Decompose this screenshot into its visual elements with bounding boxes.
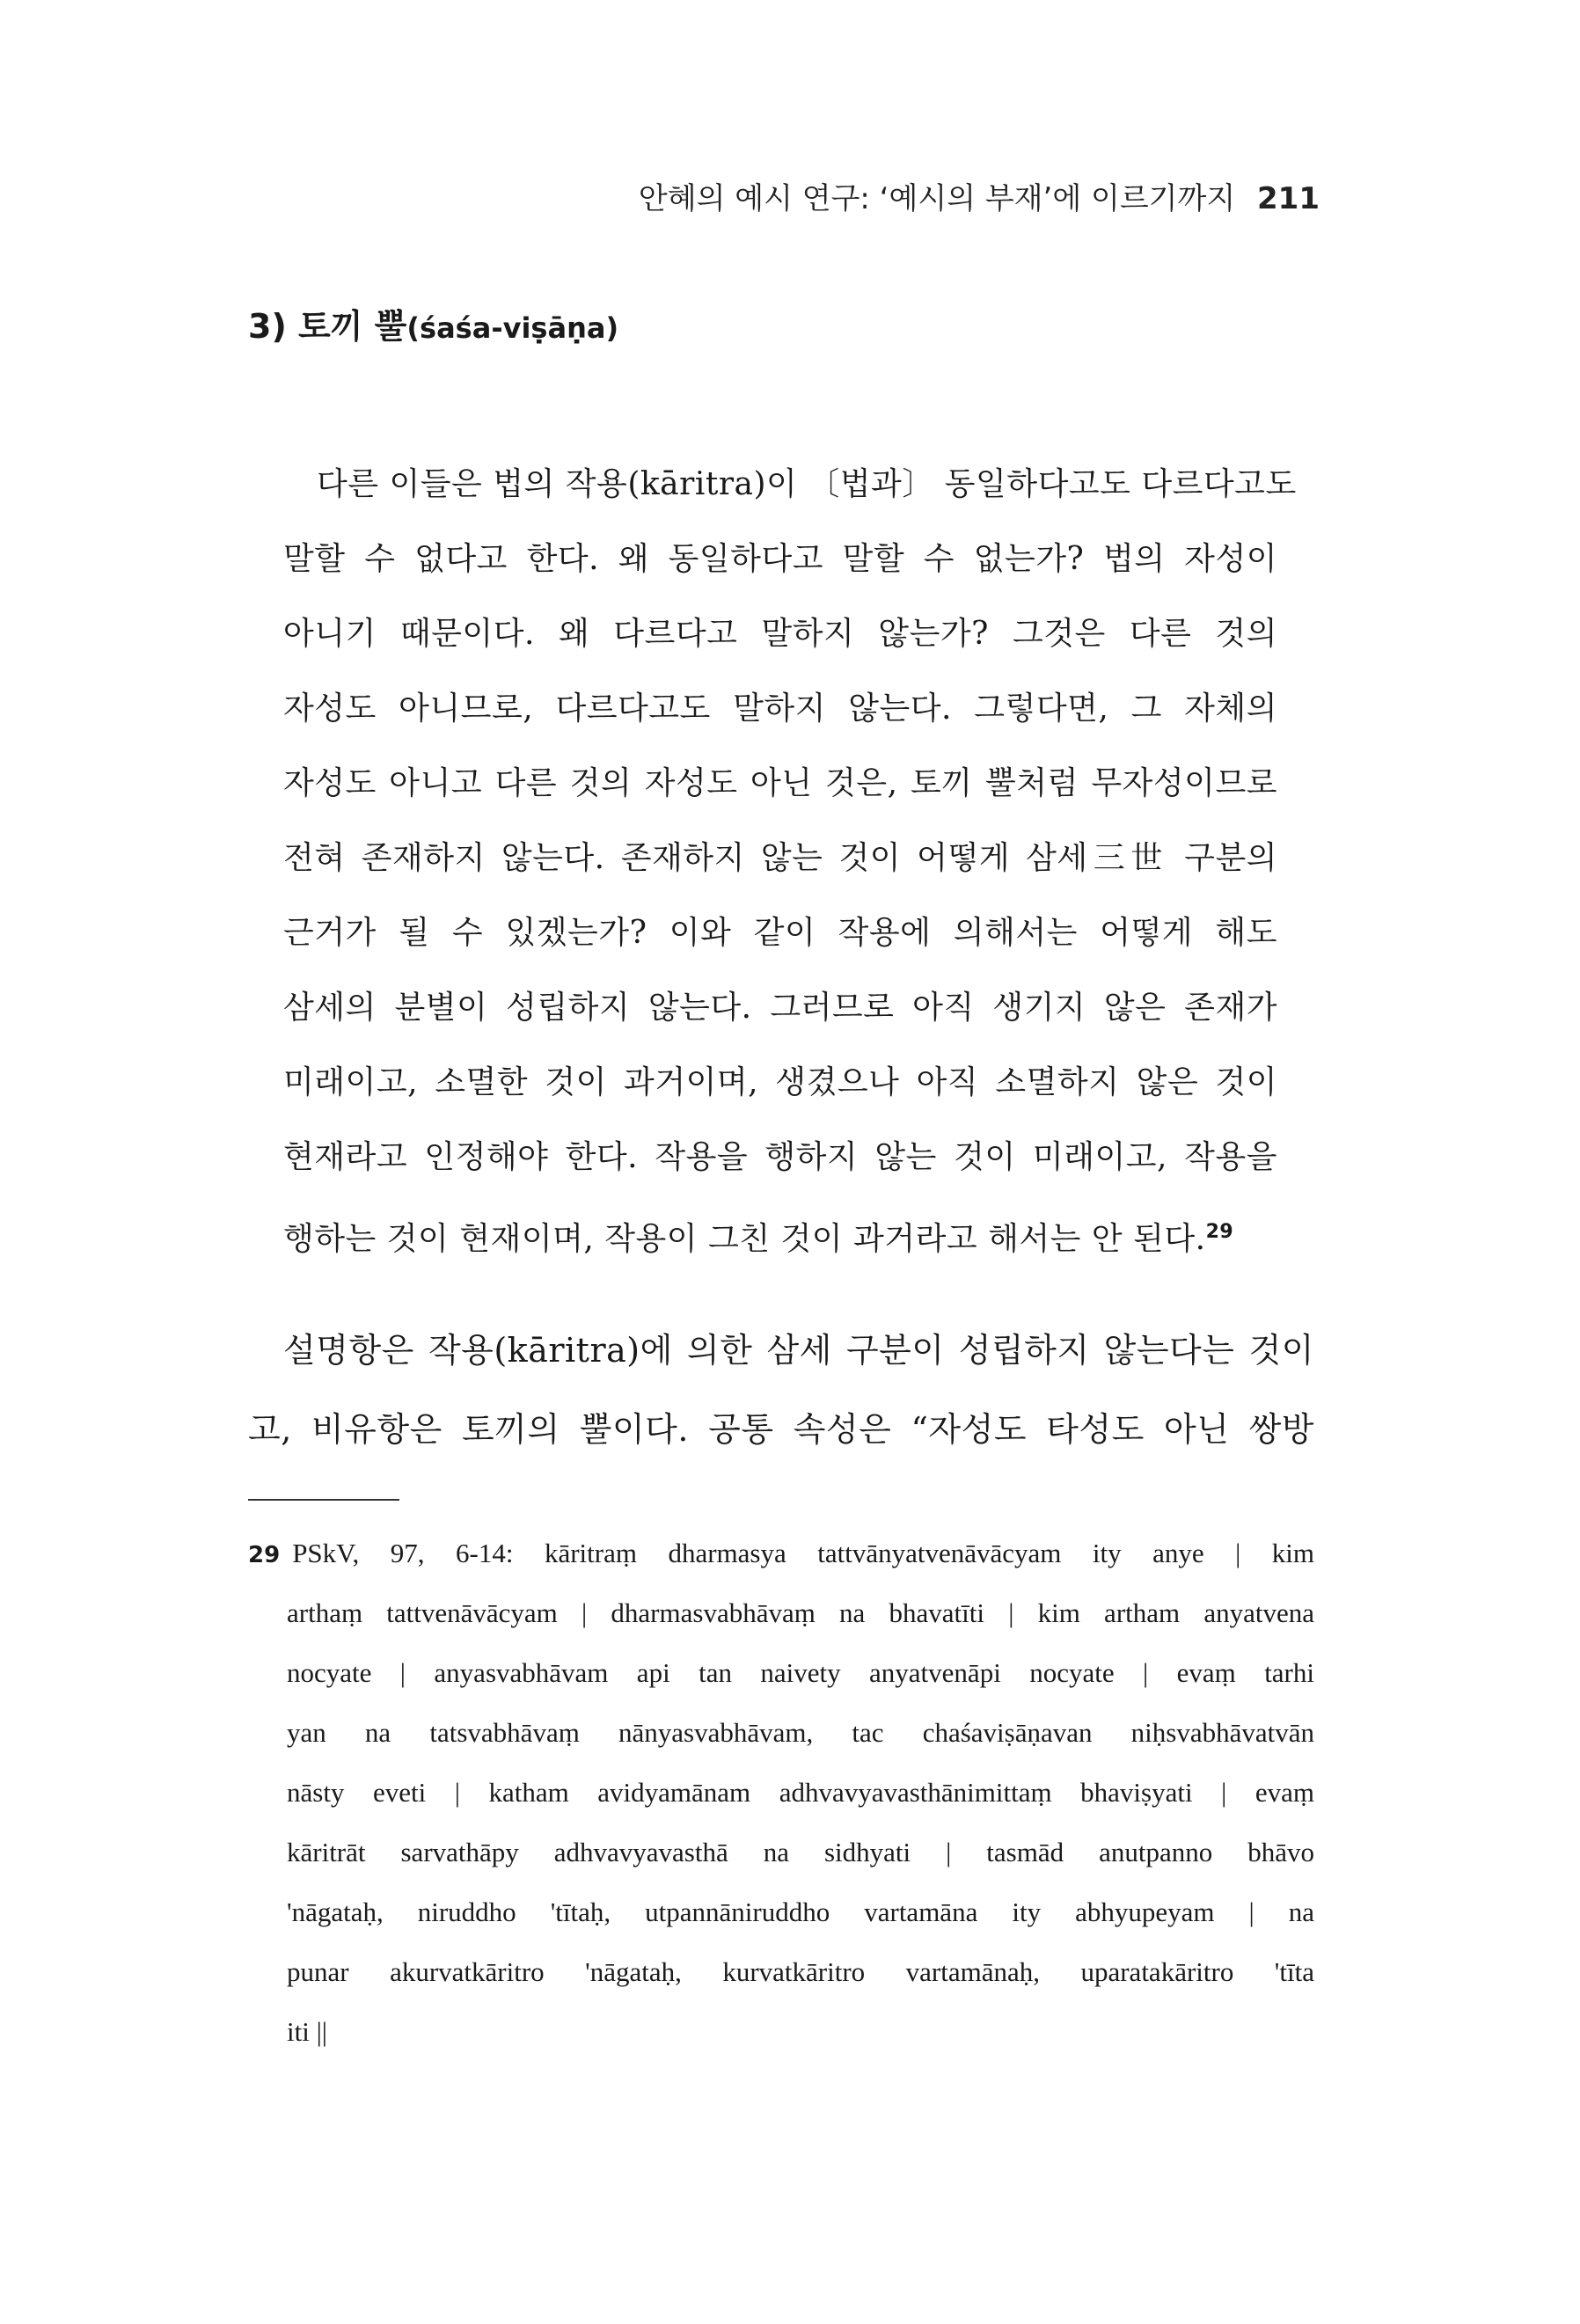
quote-line: 전혀 존재하지 않는다. 존재하지 않는 것이 어떻게 삼세三世 구분의 (283, 840, 1278, 876)
quote-block (283, 447, 1297, 1269)
footnote-line: nocyate | anyasvabhāvam api tan naivety anyatvenāpi nocyate | evaṃ tarhi (287, 1657, 1314, 1688)
quote-line: 미래이고, 소멸한 것이 과거이며, 생겼으나 아직 소멸하지 않은 것이 (283, 1064, 1277, 1100)
running-title: 안혜의 예시 연구: ‘예시의 부재’에 이르기까지 (638, 181, 1236, 216)
footnote-line: 'nāgataḥ, niruddho 'tītaḥ, utpannāniruddho vartamāna ity abhyupeyam | na (287, 1896, 1314, 1927)
body-paragraph (248, 1311, 1314, 1469)
quote-line: 자성도 아니므로, 다르다고도 말하지 않는다. 그렇다면, 그 자체의 (283, 691, 1277, 727)
footnote-text: PSkV, 97, 6-14: kāritraṃ dharmasya tattvānyatvenāvācyam ity anye | kim (292, 1538, 1314, 1568)
footnote-number: 29 (248, 1542, 281, 1568)
body-line: 설명항은 작용(kāritra)에 의한 삼세 구분이 성립하지 않는다는 것이 (283, 1331, 1314, 1370)
quote-line: 근거가 될 수 있겠는가? 이와 같이 작용에 의해서는 어떻게 해도 (283, 915, 1277, 951)
section-heading-sanskrit: (śaśa-viṣāṇa) (406, 311, 619, 345)
quote-line: 현재라고 인정해야 한다. 작용을 행하지 않는 것이 미래이고, 작용을 (283, 1139, 1277, 1175)
body-line: 고, 비유항은 토끼의 뿔이다. 공통 속성은 “자성도 타성도 아닌 쌍방 (248, 1410, 1314, 1449)
footnote-ref[interactable]: 29 (1205, 1221, 1234, 1243)
quote-line-last (283, 1195, 1277, 1269)
quote-line: 말할 수 없다고 한다. 왜 동일하다고 말할 수 없는가? 법의 자성이 (283, 541, 1277, 577)
section-heading (248, 299, 618, 347)
footnote-line: nāsty eveti | katham avidyamānam adhvavyavasthānimittaṃ bhaviṣyati | evaṃ (287, 1777, 1314, 1808)
running-head (0, 174, 1320, 217)
footnote-line: arthaṃ tattvenāvācyam | dharmasvabhāvaṃ na bhavatīti | kim artham anyatvena (287, 1597, 1314, 1628)
quote-line: 다른 이들은 법의 작용(kāritra)이 〔법과〕 동일하다고도 다르다고도 (317, 466, 1297, 502)
footnote-line (248, 1524, 1314, 1583)
page-number: 211 (1257, 181, 1320, 216)
quote-line: 삼세의 분별이 성립하지 않는다. 그러므로 아직 생기지 않은 존재가 (283, 990, 1277, 1026)
footnote-divider (248, 1499, 399, 1501)
footnote-line: punar akurvatkāritro 'nāgataḥ, kurvatkāritro vartamānaḥ, uparatakāritro 'tīta (287, 1956, 1314, 1987)
footnote-line: kāritrāt sarvathāpy adhvavyavasthā na sidhyati | tasmād anutpanno bhāvo (287, 1837, 1314, 1867)
section-heading-korean: 3) 토끼 뿔 (248, 307, 407, 346)
quote-line: 자성도 아니고 다른 것의 자성도 아닌 것은, 토끼 뿔처럼 무자성이므로 (283, 765, 1277, 801)
footnote-line: iti || (287, 2016, 328, 2047)
footnote (248, 1524, 1314, 2062)
footnote-line: yan na tatsvabhāvaṃ nānyasvabhāvam, tac chaśaviṣāṇavan niḥsvabhāvatvān (287, 1717, 1314, 1748)
quote-line: 아니기 때문이다. 왜 다르다고 말하지 않는가? 그것은 다른 것의 (283, 616, 1277, 652)
quote-line-text: 행하는 것이 현재이며, 작용이 그친 것이 과거라고 해서는 안 된다. (283, 1221, 1206, 1257)
